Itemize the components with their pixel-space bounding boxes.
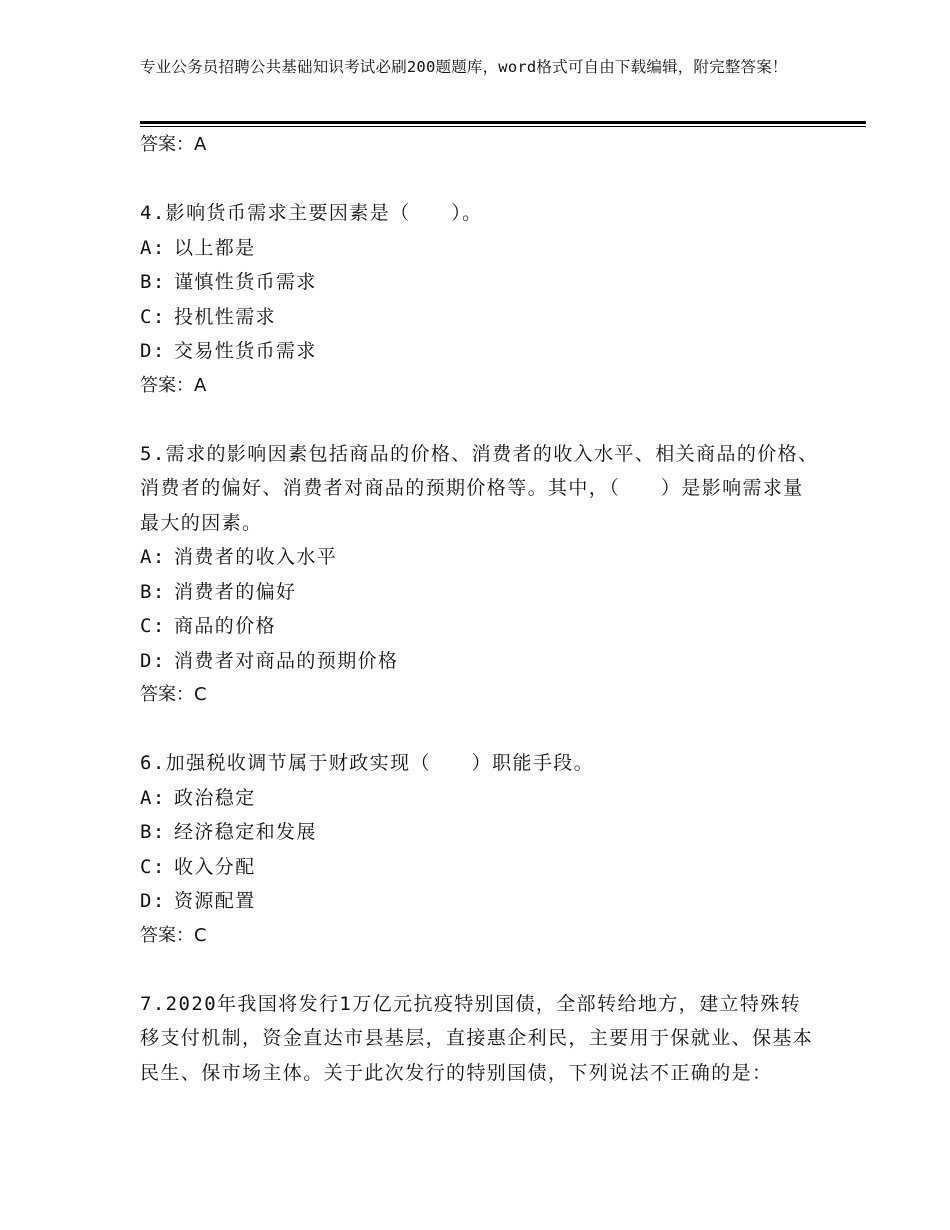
question-text: 5.需求的影响因素包括商品的价格、消费者的收入水平、相关商品的价格、消费者的偏好、消费者对商品的预期价格等。其中，（ ）是影响需求量最大的因素。: [140, 442, 819, 534]
answer-label: 答案：C: [140, 924, 207, 946]
option-c: [140, 609, 820, 644]
option-letter: B:: [140, 580, 166, 603]
option-text: 经济稳定和发展: [174, 821, 317, 843]
spacer: [140, 712, 820, 746]
option-b: [140, 575, 820, 610]
question-text: 7.2020年我国将发行1万亿元抗疫特别国债，全部转给地方，建立特殊转移支付机制，资金直达市县基层，直接惠企利民，主要用于保就业、保基本民生、保市场主体。关于此次发行的特别国债，下列说法不正确的是：: [140, 992, 814, 1084]
option-a: [140, 781, 820, 816]
question-text: 4.影响货币需求主要因素是（ ）。: [140, 202, 483, 224]
option-letter: C:: [140, 855, 166, 878]
option-text: 交易性货币需求: [174, 340, 317, 362]
option-text: 政治稳定: [174, 786, 256, 809]
option-text: 投机性需求: [174, 305, 277, 328]
question-block: [140, 746, 820, 953]
option-b: [140, 265, 820, 300]
question-block: [140, 196, 820, 403]
header-rule-thin: [140, 126, 866, 127]
option-letter: C:: [140, 615, 166, 637]
option-text: 消费者的收入水平: [174, 546, 338, 568]
option-c: [140, 300, 820, 335]
option-letter: C:: [140, 305, 166, 328]
option-text: 商品的价格: [174, 615, 277, 637]
option-d: [140, 334, 820, 369]
option-letter: D:: [140, 890, 166, 912]
option-text: 以上都是: [174, 236, 256, 259]
option-d: [140, 884, 820, 919]
option-letter: A:: [140, 546, 166, 568]
option-letter: A:: [140, 236, 166, 259]
answer-label: 答案：A: [140, 134, 207, 155]
option-letter: B:: [140, 821, 166, 843]
document-header: [140, 56, 820, 79]
option-letter: B:: [140, 271, 166, 293]
option-text: 谨慎性货币需求: [174, 271, 317, 293]
spacer: [140, 953, 820, 987]
option-letter: D:: [140, 649, 166, 672]
question-text: 6.加强税收调节属于财政实现（ ）职能手段。: [140, 752, 595, 774]
option-text: 消费者对商品的预期价格: [174, 649, 399, 672]
question-block: [140, 437, 820, 713]
answer-label: 答案：A: [140, 374, 207, 396]
option-b: [140, 815, 820, 850]
question-list: [140, 128, 820, 1090]
spacer: [140, 403, 820, 437]
option-letter: D:: [140, 340, 166, 362]
option-text: 收入分配: [174, 855, 256, 878]
option-d: [140, 644, 820, 679]
option-a: [140, 540, 820, 575]
option-text: 消费者的偏好: [174, 580, 297, 603]
spacer: [140, 162, 820, 196]
question-block: [140, 987, 820, 1091]
header-text: 专业公务员招聘公共基础知识考试必刷200题题库，word格式可自由下载编辑，附完整答案！: [140, 58, 788, 76]
header-rule-thick: [140, 121, 866, 124]
option-text: 资源配置: [174, 890, 256, 912]
option-c: [140, 850, 820, 885]
answer-label: 答案：C: [140, 684, 207, 705]
option-a: [140, 231, 820, 266]
option-letter: A:: [140, 786, 166, 809]
